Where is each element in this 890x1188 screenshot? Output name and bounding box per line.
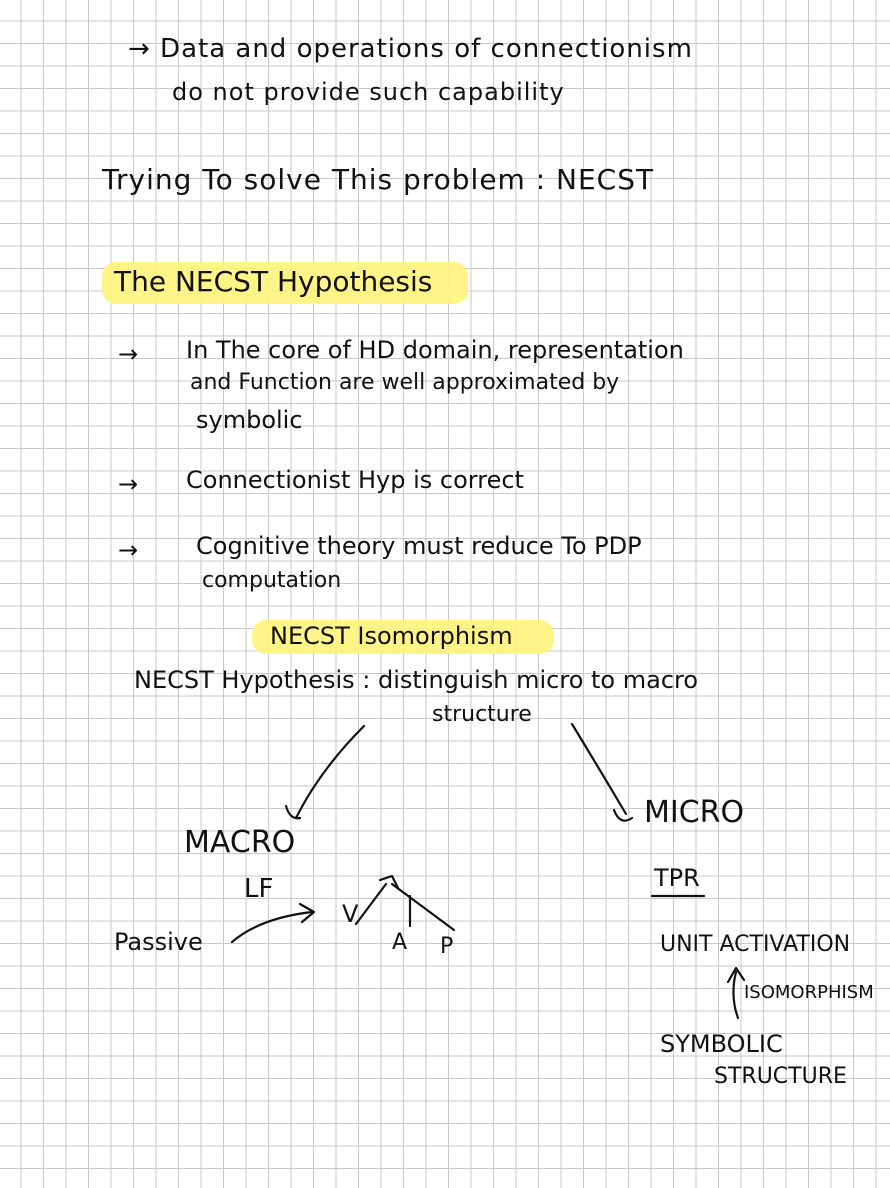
bullet1-line3: symbolic — [196, 406, 303, 434]
macro-arrow-head — [286, 806, 300, 818]
macro-branch-arrow — [296, 726, 364, 818]
bullet1-line1: In The core of HD domain, representation — [186, 336, 684, 364]
micro-arrow-head — [614, 810, 632, 821]
tree-branch-right — [392, 884, 454, 930]
tree-node-v: V — [342, 900, 359, 928]
bullet-arrow-3: → — [118, 536, 139, 564]
bullet-arrow-2: → — [118, 470, 139, 498]
unit-activation-label: UNIT ACTIVATION — [660, 932, 851, 957]
note-line-1: → Data and operations of connectionism — [128, 34, 693, 64]
passive-arrow-head — [300, 904, 314, 922]
isomorphism-arrow — [733, 972, 738, 1018]
note-line-3: Trying To solve This problem : NECST — [102, 163, 655, 196]
tree-branch-left — [356, 884, 386, 924]
hypothesis-line2: structure — [432, 702, 532, 727]
micro-branch-arrow — [572, 724, 626, 814]
bullet2-text: Connectionist Hyp is correct — [186, 466, 524, 494]
isomorphism-arrow-head — [728, 968, 744, 982]
bullet3-line1: Cognitive theory must reduce To PDP — [196, 532, 642, 560]
bullet1-line2: and Function are well approximated by — [190, 370, 620, 395]
tree-root — [380, 876, 398, 888]
note-line-2: do not provide such capability — [172, 78, 565, 106]
heading-necst-hypothesis: The NECST Hypothesis — [114, 265, 433, 298]
symbolic-label: SYMBOLIC — [660, 1030, 783, 1058]
lf-label: LF — [244, 874, 274, 904]
tpr-label: TPR — [654, 864, 700, 892]
micro-label: MICRO — [644, 795, 745, 830]
bullet3-line2: computation — [202, 568, 342, 593]
tree-node-a: A — [392, 930, 408, 955]
hypothesis-line1: NECST Hypothesis : distinguish micro to macro — [134, 666, 699, 694]
passive-label: Passive — [114, 928, 203, 956]
macro-label: MACRO — [184, 825, 296, 860]
tree-node-p: P — [440, 934, 454, 959]
structure-label: STRUCTURE — [714, 1064, 847, 1089]
isomorphism-label: ISOMORPHISM — [744, 982, 874, 1003]
heading-necst-isomorphism: NECST Isomorphism — [270, 622, 513, 650]
bullet-arrow-1: → — [118, 340, 139, 368]
passive-arrow — [232, 912, 312, 942]
